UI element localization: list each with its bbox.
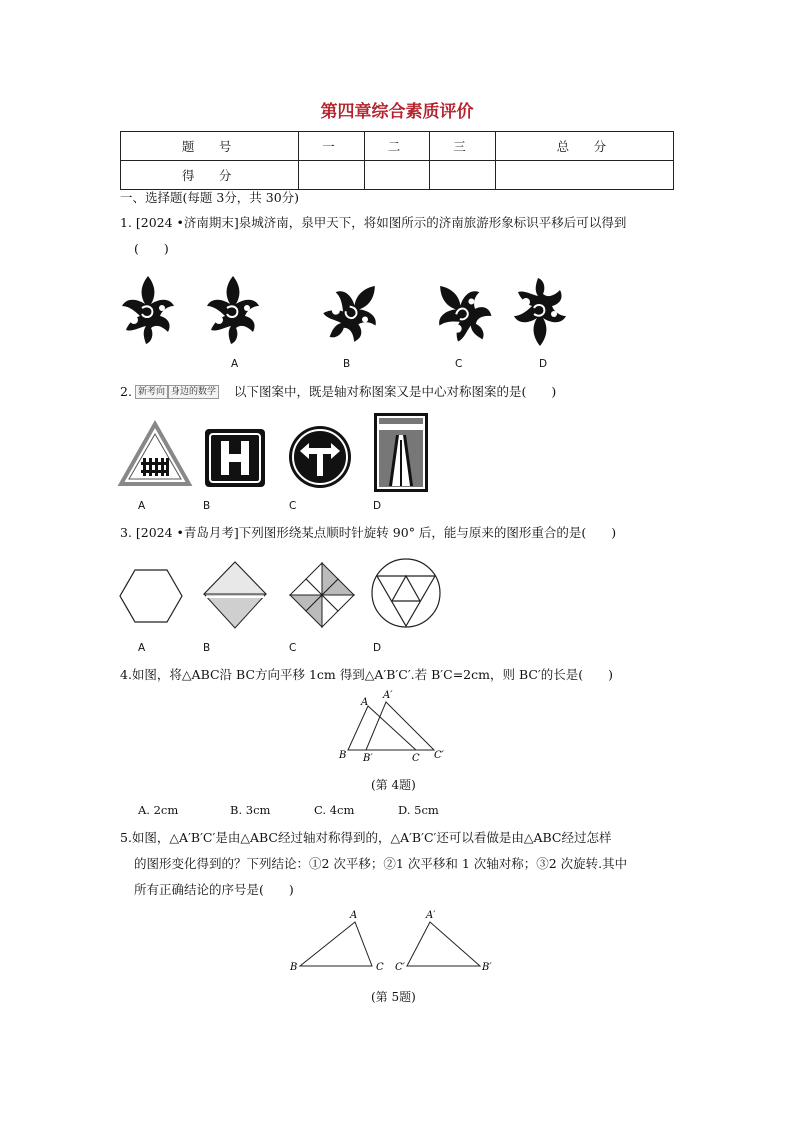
q5-figure (0, 906, 794, 986)
score-input-cell[interactable] (495, 161, 673, 190)
score-cell: 一 (299, 132, 365, 161)
jinan-emblem-option-b (311, 269, 395, 355)
q4-figure (0, 690, 794, 770)
turn-left-right-sign (289, 426, 351, 488)
triangle-abc-prime (366, 702, 434, 750)
score-cell: 得 分 (121, 161, 299, 190)
vertex-label: C′ (395, 962, 405, 973)
tag-everyday-math: 身边的数学 (168, 385, 219, 399)
score-cell: 二 (364, 132, 430, 161)
choice-d: D. 5cm (398, 803, 439, 817)
score-cell: 题 号 (121, 132, 299, 161)
circle-triangle-shape (372, 559, 440, 627)
question-5-line-1: 5.如图，△A′B′C′是由△ABC经过轴对称得到的，△A′B′C′还可以看做是由△ABC经过怎样 (120, 830, 612, 845)
choice-c: C. 4cm (314, 803, 355, 817)
option-label: D (539, 358, 548, 370)
railway-crossing-sign (121, 424, 189, 484)
tag-new-direction: 新考向 (135, 385, 168, 399)
vertex-label: A (361, 697, 369, 708)
score-cell: 总 分 (495, 132, 673, 161)
question-3-text: 3. [2024 •青岛月考]下列图形绕某点顺时针旋转 90° 后，能与原来的图形重合的是( ) (120, 525, 617, 540)
pinwheel-shape (290, 563, 354, 627)
vertex-label: B′ (363, 753, 373, 764)
question-5-line-2: 的图形变化得到的？下列结论：①2 次平移；②1 次平移和 1 次轴对称；③2 次旋转.其中 (134, 856, 628, 871)
option-label: D (373, 642, 382, 654)
vertex-label: B (339, 750, 347, 761)
page-title: 第四章综合素质评价 (320, 102, 474, 122)
vertex-label: C (376, 962, 384, 973)
vertex-label: B′ (482, 962, 492, 973)
option-label: C (289, 642, 297, 654)
vertex-label: A (350, 910, 358, 921)
score-input-cell[interactable] (430, 161, 496, 190)
question-2-text: 以下图案中，既是轴对称图案又是中心对称图案的是( ) (234, 384, 557, 399)
option-label: B (343, 358, 351, 370)
option-label: B (203, 500, 211, 512)
jinan-emblem-option-c (420, 269, 504, 355)
choice-a: A. 2cm (138, 803, 179, 817)
option-label: B (203, 642, 211, 654)
question-4-text: 4.如图，将△ABC沿 BC方向平移 1cm 得到△A′B′C′.若 B′C=2cm，则 BC′的长是( ) (120, 667, 614, 682)
jinan-emblem-option-d (514, 278, 566, 346)
diamond-shape (204, 562, 266, 628)
score-table (120, 131, 674, 190)
section-heading: 一、选择题(每题 3分，共 30分) (120, 190, 300, 205)
question-5-line-3: 所有正确结论的序号是( ) (134, 882, 294, 897)
question-tag (135, 382, 219, 399)
question-1-text: 1. [2024 •济南期末]泉城济南，泉甲天下，将如图所示的济南旅游形象标识平移后可以得到 (120, 215, 627, 230)
option-label: C (289, 500, 297, 512)
option-label: C (455, 358, 463, 370)
score-cell: 三 (430, 132, 496, 161)
figure-caption: (第 5题) (371, 990, 416, 1004)
hospital-sign (205, 429, 265, 487)
score-input-cell[interactable] (299, 161, 365, 190)
jinan-emblem-original (122, 276, 174, 344)
vertex-label: A′ (383, 690, 393, 701)
figure-caption: (第 4题) (371, 778, 416, 792)
hexagon-shape (120, 570, 182, 622)
question-2-number: 2. (120, 384, 132, 399)
choice-b: B. 3cm (230, 803, 271, 817)
option-label: D (373, 500, 382, 512)
q1-figures (0, 262, 794, 382)
answer-paren: ( ) (134, 241, 169, 256)
expressway-sign (374, 413, 428, 492)
vertex-label: B (290, 962, 298, 973)
jinan-emblem-option-a (207, 276, 259, 344)
option-label: A (138, 500, 146, 512)
q2-figures (0, 410, 794, 490)
option-label: A (231, 358, 239, 370)
score-table-header-row (121, 132, 674, 161)
q3-figures (0, 548, 794, 638)
option-label: A (138, 642, 146, 654)
triangle-abc-prime (407, 922, 480, 966)
triangle-abc (300, 922, 372, 966)
score-input-cell[interactable] (364, 161, 430, 190)
vertex-label: A′ (426, 910, 436, 921)
vertex-label: C (412, 753, 420, 764)
vertex-label: C′ (434, 750, 444, 761)
